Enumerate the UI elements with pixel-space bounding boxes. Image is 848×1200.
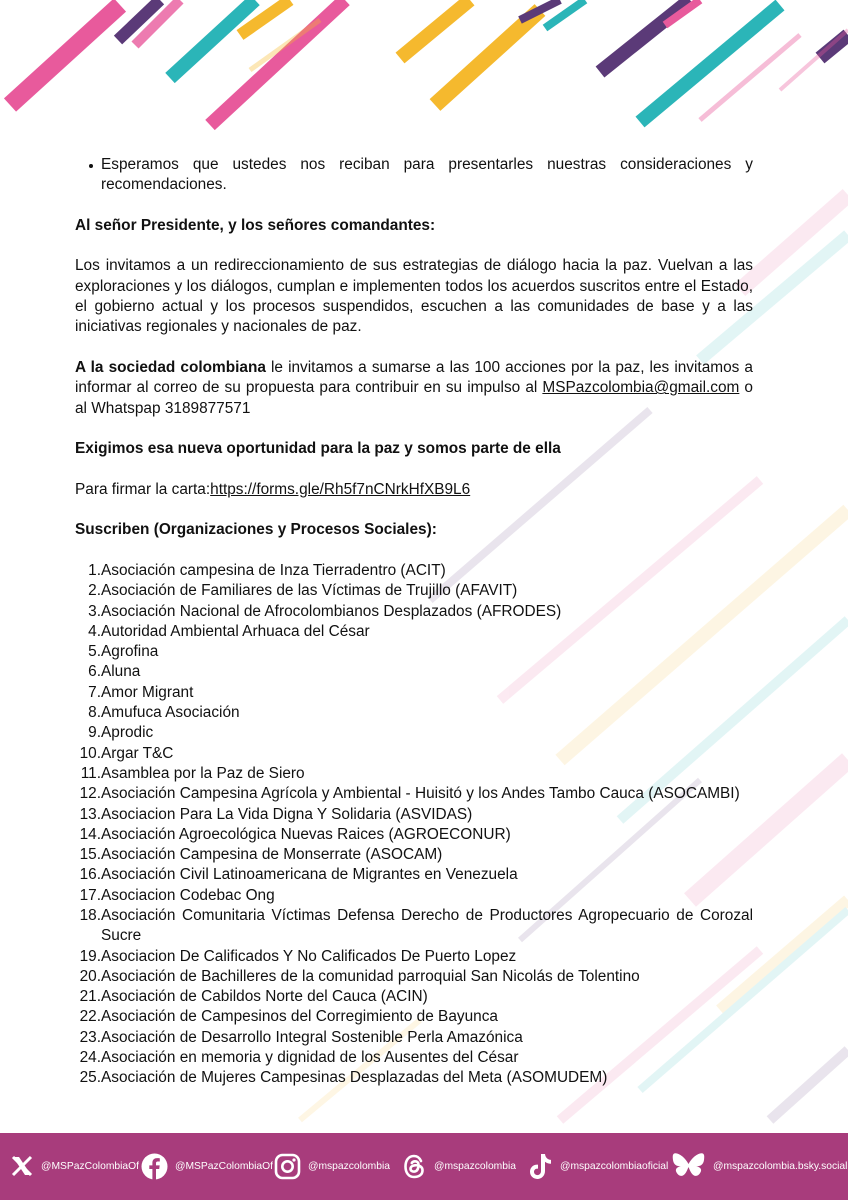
organization-number: 6.: [88, 663, 101, 681]
tiktok-handle: @mspazcolombiaoficial: [560, 1160, 669, 1172]
organization-number: 8.: [88, 704, 101, 722]
president-heading: Al señor Presidente, y los señores comandantes:: [75, 216, 436, 234]
organization-item: [75, 723, 753, 743]
organization-number: 5.: [88, 643, 101, 661]
organization-name: Asociación de Campesinos del Corregimiento de Bayunca: [101, 1008, 498, 1026]
bullet-list: [75, 155, 753, 196]
organization-number: 11.: [80, 764, 101, 782]
organization-name: Amufuca Asociación: [101, 704, 240, 722]
organization-item: [75, 1007, 753, 1027]
sign-paragraph: [75, 480, 753, 500]
butterfly-icon: [671, 1152, 706, 1181]
threads-social[interactable]: [402, 1151, 516, 1181]
facebook-handle: @MSPazColombiaOf: [175, 1160, 274, 1172]
instagram-icon: [274, 1153, 301, 1180]
organization-name: Asociación de Familiares de las Víctimas de Trujillo (AFAVIT): [101, 582, 518, 600]
organization-number: 21.: [79, 988, 101, 1006]
organization-number: 16.: [79, 866, 101, 884]
bluesky-social[interactable]: [671, 1151, 847, 1181]
tiktok-social[interactable]: [528, 1151, 668, 1181]
organization-name: Autoridad Ambiental Arhuaca del César: [101, 622, 370, 640]
sign-label: Para firmar la carta:: [75, 480, 211, 498]
organization-number: 19.: [79, 947, 101, 965]
organization-number: 15.: [79, 846, 101, 864]
organization-number: 20.: [79, 967, 101, 985]
email-link[interactable]: MSPazcolombia@gmail.com: [542, 379, 740, 397]
organization-name: Argar T&C: [101, 744, 174, 762]
organization-item: [75, 906, 753, 947]
organization-item: [75, 967, 753, 987]
organization-item: [75, 602, 753, 622]
x-social[interactable]: [10, 1151, 139, 1181]
organization-number: 10.: [79, 744, 101, 762]
organization-item: [75, 987, 753, 1007]
organization-name: Aluna: [101, 663, 141, 681]
organization-item: [75, 662, 753, 682]
organization-item: [75, 1068, 753, 1088]
instagram-handle: @mspazcolombia: [308, 1160, 390, 1172]
organization-number: 13.: [79, 805, 101, 823]
organization-item: [75, 764, 753, 784]
threads-icon: [402, 1153, 427, 1180]
organization-name: Agrofina: [101, 643, 159, 661]
organization-number: 1.: [88, 561, 101, 579]
organization-item: [75, 845, 753, 865]
subscribers-heading: Suscriben (Organizaciones y Procesos Sociales):: [75, 521, 437, 539]
organization-item: [75, 703, 753, 723]
organization-name: Asociación Agroecológica Nuevas Raices (AGROECONUR): [101, 825, 511, 843]
instagram-social[interactable]: [274, 1151, 390, 1181]
organization-item: [75, 784, 753, 804]
organization-item: [75, 642, 753, 662]
organization-name: Asociación Campesina Agrícola y Ambiental - Huisitó y los Andes Tambo Cauca (ASOCAMBI): [101, 785, 740, 803]
organization-number: 23.: [79, 1028, 101, 1046]
organization-item: [75, 561, 753, 581]
letter-body: [75, 155, 753, 1089]
organizations-list: [75, 561, 753, 1089]
society-text: le invitamos a sumarse a las 100 acciones por la paz, les invitamos a informar al correo de su propuesta para contribuir en su impulso al: [75, 358, 753, 397]
sign-form-link[interactable]: https://forms.gle/Rh5f7nCNrkHfXB9L6: [210, 480, 471, 498]
organization-name: Asociacion Codebac Ong: [101, 886, 275, 904]
organization-item: [75, 865, 753, 885]
demand-heading: Exigimos esa nueva oportunidad para la paz y somos parte de ella: [75, 440, 561, 458]
organization-name: Asociación en memoria y dignidad de los Ausentes del César: [101, 1049, 519, 1067]
organization-item: [75, 1048, 753, 1068]
president-paragraph: Los invitamos a un redireccionamiento de sus estrategias de diálogo hacia la paz. Vuelvan a las exploraciones y los diálogos, cumplan e implementen todos los acuerdos suscritos entre el Estado, el gobierno actual y los procesos suspendidos, escuchen a las comunidades de base y a las iniciativas regionales y nacionales de paz.: [75, 257, 753, 336]
bullet-item: Esperamos que ustedes nos reciban para presentarles nuestras consideraciones y recomendaciones.: [75, 155, 753, 196]
x-icon: [10, 1154, 34, 1178]
organization-number: 12.: [79, 785, 101, 803]
organization-name: Asamblea por la Paz de Siero: [101, 764, 305, 782]
organization-item: [75, 886, 753, 906]
organization-number: 18.: [79, 906, 101, 924]
organization-name: Asociación Campesina de Monserrate (ASOCAM): [101, 846, 443, 864]
facebook-icon: [141, 1153, 168, 1180]
organization-number: 14.: [79, 825, 101, 843]
organization-name: Asociación de Mujeres Campesinas Desplazadas del Meta (ASOMUDEM): [101, 1069, 608, 1087]
tiktok-icon: [528, 1152, 553, 1181]
society-tail: o al Whatspap 3189877571: [75, 379, 753, 417]
bluesky-handle: @mspazcolombia.bsky.social: [713, 1160, 848, 1172]
organization-number: 17.: [79, 886, 101, 904]
organization-name: Asociacion De Calificados Y No Calificados De Puerto Lopez: [101, 947, 517, 965]
organization-name: Asociación Nacional de Afrocolombianos Desplazados (AFRODES): [101, 602, 562, 620]
organization-name: Amor Migrant: [101, 683, 194, 701]
organization-name: Asociación campesina de Inza Tierradentro (ACIT): [101, 561, 446, 579]
organization-item: [75, 581, 753, 601]
organization-name: Asociación de Cabildos Norte del Cauca (ACIN): [101, 988, 428, 1006]
organization-item: [75, 622, 753, 642]
organization-number: 9.: [88, 724, 101, 742]
organization-name: Asociación de Bachilleres de la comunidad parroquial San Nicolás de Tolentino: [101, 967, 640, 985]
threads-handle: @mspazcolombia: [434, 1160, 516, 1172]
x-handle: @MSPazColombiaOf: [41, 1160, 140, 1172]
organization-number: 3.: [88, 602, 101, 620]
society-paragraph: [75, 358, 753, 419]
organization-item: [75, 947, 753, 967]
organization-item: [75, 825, 753, 845]
organization-item: [75, 1028, 753, 1048]
organization-number: 24.: [79, 1049, 101, 1067]
organization-name: Asociación de Desarrollo Integral Sostenible Perla Amazónica: [101, 1028, 523, 1046]
organization-name: Aprodic: [101, 724, 154, 742]
facebook-social[interactable]: [141, 1151, 273, 1181]
organization-name: Asociacion Para La Vida Digna Y Solidaria (ASVIDAS): [101, 805, 473, 823]
organization-number: 4.: [88, 622, 101, 640]
organization-number: 7.: [88, 683, 101, 701]
organization-name: Asociación Comunitaria Víctimas Defensa Derecho de Productores Agropecuario de Corozal Sucre: [101, 906, 753, 945]
organization-item: [75, 683, 753, 703]
organization-item: [75, 805, 753, 825]
organization-number: 25.: [79, 1069, 101, 1087]
society-bold: A la sociedad colombiana: [75, 358, 266, 376]
organization-item: [75, 744, 753, 764]
organization-number: 2.: [88, 582, 101, 600]
organization-number: 22.: [79, 1008, 101, 1026]
organization-name: Asociación Civil Latinoamericana de Migrantes en Venezuela: [101, 866, 518, 884]
